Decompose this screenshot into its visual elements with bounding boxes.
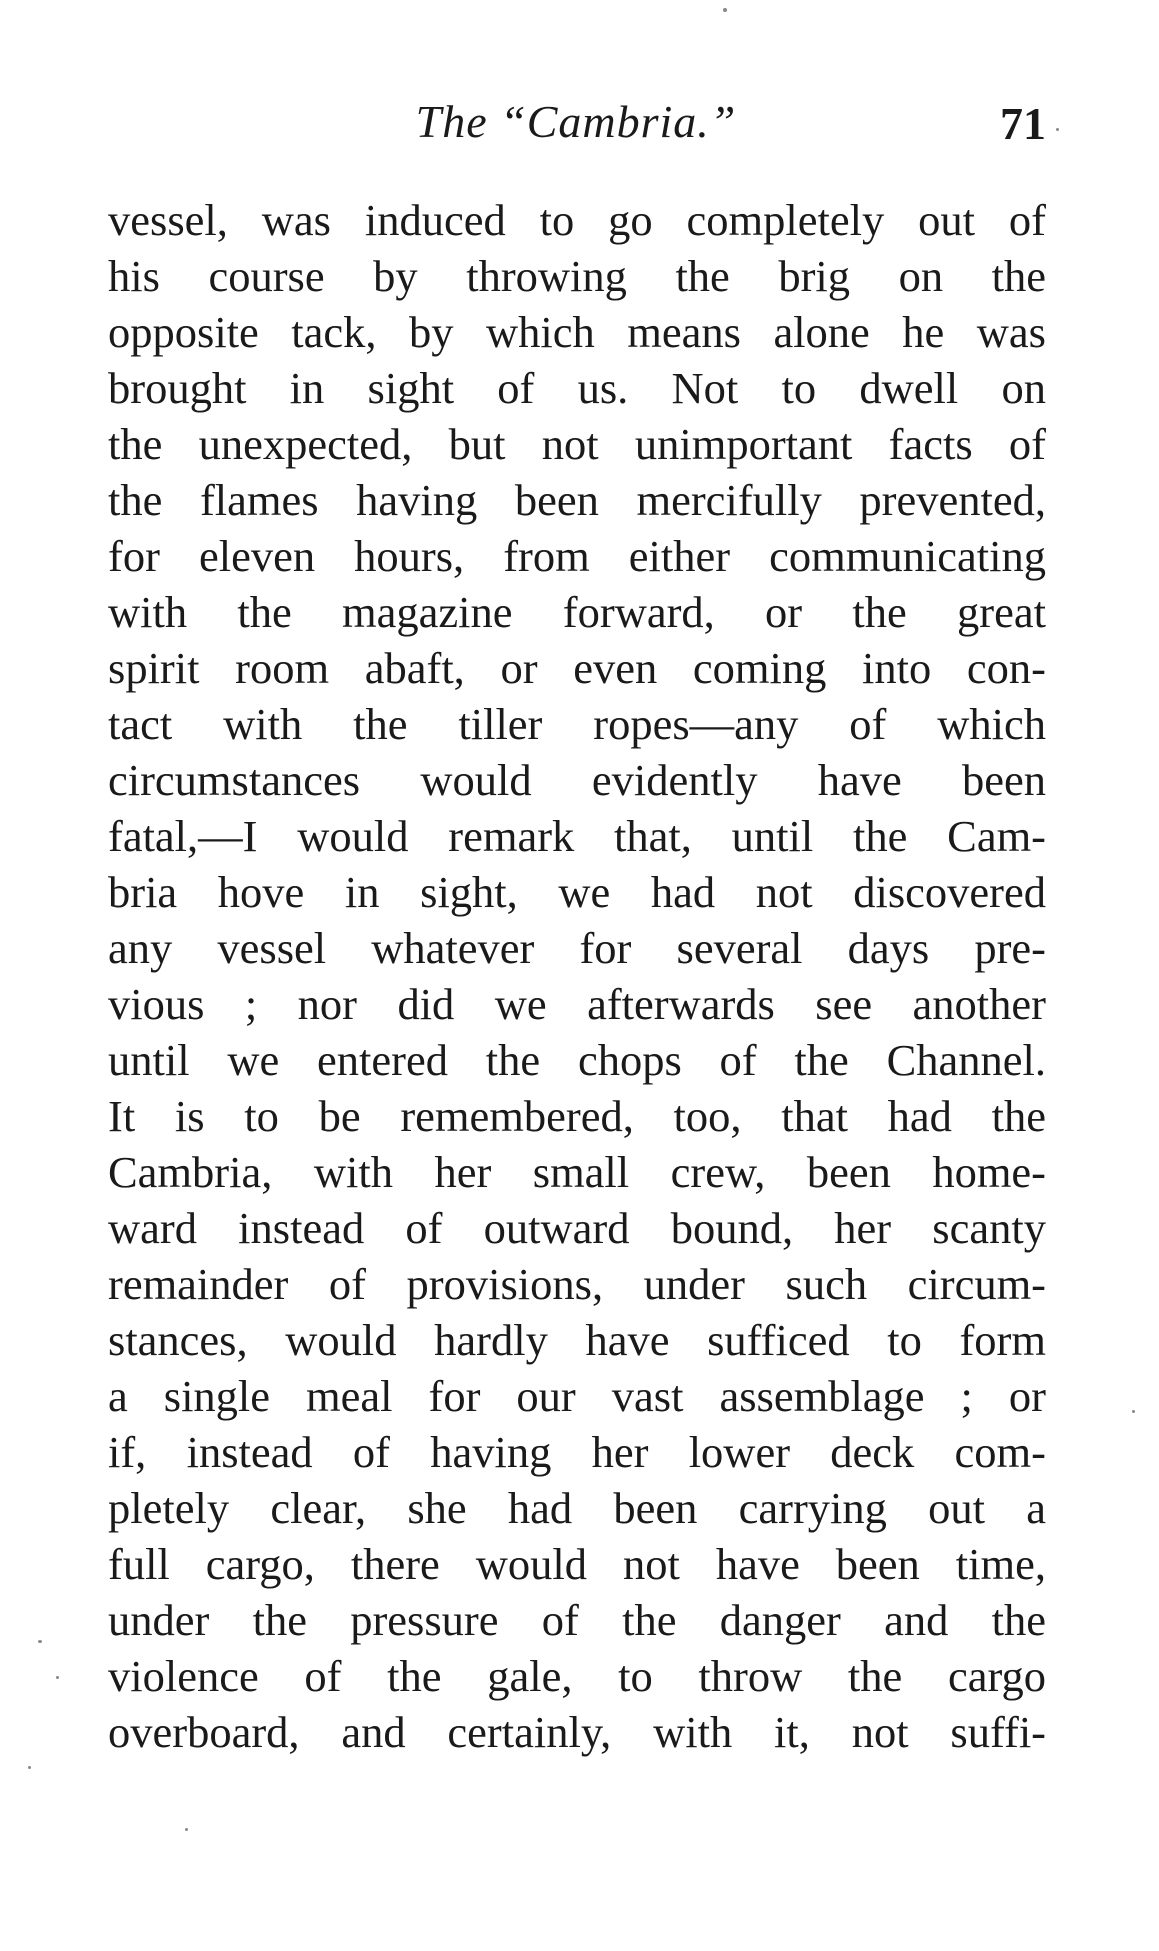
text-line: the flames having been mercifully prevented, [108, 475, 1046, 525]
text-line: with the magazine forward, or the great [108, 587, 1046, 637]
text-line: stances, would hardly have sufficed to form [108, 1315, 1046, 1365]
text-line: It is to be remembered, too, that had the [108, 1091, 1046, 1141]
text-line: fatal,—I would remark that, until the Cam- [108, 811, 1046, 861]
text-line: pletely clear, she had been carrying out a [108, 1483, 1046, 1533]
text-line: tact with the tiller ropes—any of which [108, 699, 1046, 749]
running-head [106, 92, 1046, 152]
scan-speck [1056, 128, 1059, 131]
scan-speck [723, 8, 727, 12]
text-line: bria hove in sight, we had not discovered [108, 867, 1046, 917]
running-title: The “Cambria.” [415, 96, 737, 147]
scan-speck [185, 1828, 188, 1831]
text-line: until we entered the chops of the Channel. [108, 1035, 1046, 1085]
scan-speck [56, 1676, 59, 1679]
text-line: violence of the gale, to throw the cargo [108, 1651, 1046, 1701]
body-text [108, 192, 1046, 1760]
text-line: remainder of provisions, under such circum- [108, 1259, 1046, 1309]
text-line: under the pressure of the danger and the [108, 1595, 1046, 1645]
text-line: if, instead of having her lower deck com- [108, 1427, 1046, 1477]
text-line: full cargo, there would not have been time, [108, 1539, 1046, 1589]
scan-speck [1132, 1410, 1135, 1413]
scan-speck [38, 1640, 42, 1643]
text-line: for eleven hours, from either communicating [108, 531, 1046, 581]
text-line: brought in sight of us. Not to dwell on [108, 363, 1046, 413]
scan-speck [28, 1766, 31, 1769]
text-line: ward instead of outward bound, her scanty [108, 1203, 1046, 1253]
text-line: Cambria, with her small crew, been home- [108, 1147, 1046, 1197]
text-line: any vessel whatever for several days pre- [108, 923, 1046, 973]
text-line: opposite tack, by which means alone he was [108, 307, 1046, 357]
text-line: vious ; nor did we afterwards see another [108, 979, 1046, 1029]
text-line: overboard, and certainly, with it, not suffi- [108, 1707, 1046, 1757]
text-line: his course by throwing the brig on the [108, 251, 1046, 301]
text-line: circumstances would evidently have been [108, 755, 1046, 805]
text-line: a single meal for our vast assemblage ; or [108, 1371, 1046, 1421]
text-line: the unexpected, but not unimportant facts of [108, 419, 1046, 469]
page-number: 71 [1000, 98, 1046, 149]
text-line: vessel, was induced to go completely out of [108, 195, 1046, 245]
text-line: spirit room abaft, or even coming into con- [108, 643, 1046, 693]
